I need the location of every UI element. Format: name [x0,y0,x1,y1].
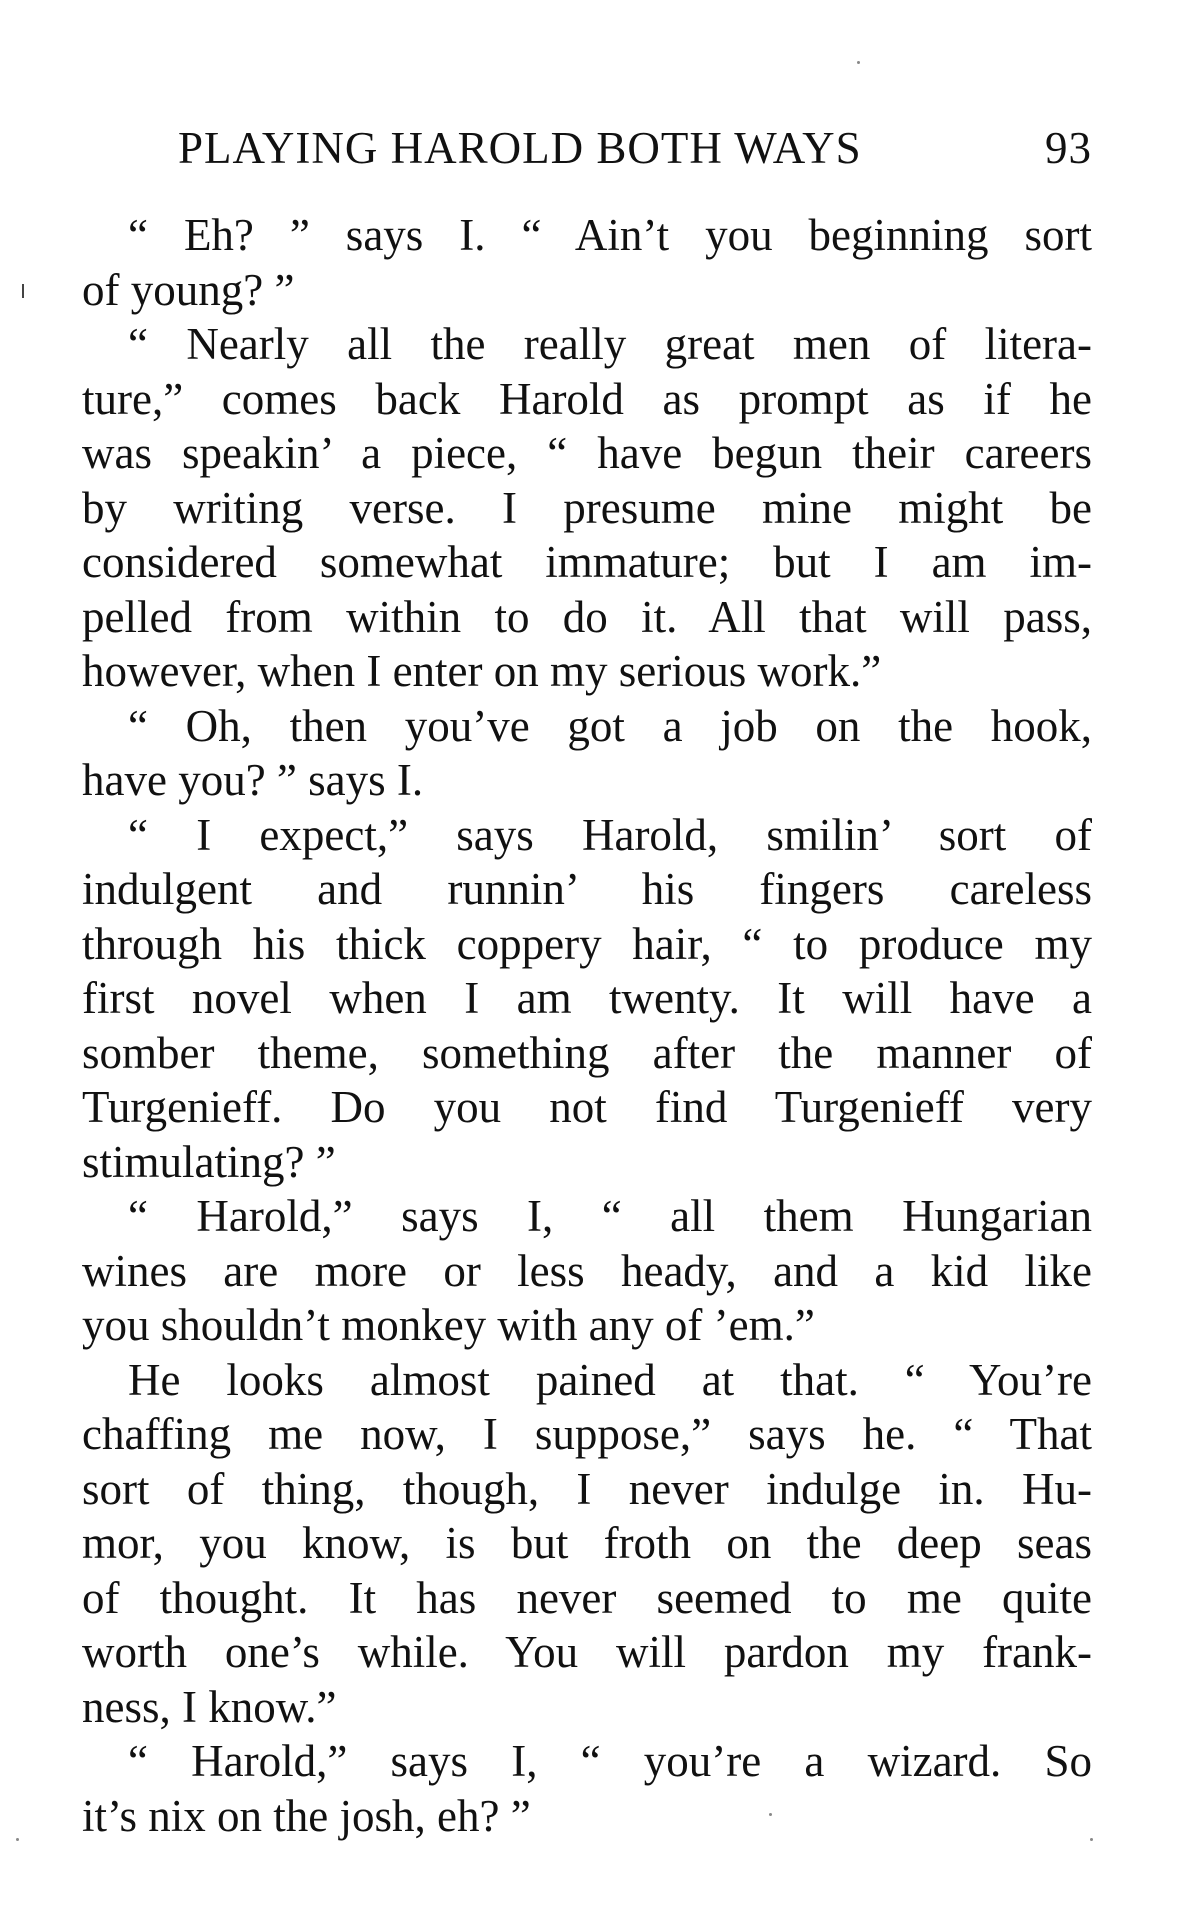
text-line: it’s nix on the josh, eh? ” [82,1790,531,1841]
paper-speck [1090,1838,1093,1841]
text-line: wines are more or less heady, and a kid like [82,1245,1092,1296]
text-line: “ Eh? ” says I. “ Ain’t you beginning sort [128,210,1092,260]
text-line: of thought. It has never seemed to me quite [82,1572,1092,1623]
margin-mark [22,284,24,298]
paper-speck [16,1838,19,1841]
running-head: PLAYING HAROLD BOTH WAYS [178,123,862,173]
text-line: stimulating? ” [82,1136,336,1187]
paragraph-4 [82,808,1092,1190]
body-text [82,208,1092,1843]
text-line: worth one’s while. You will pardon my frank- [82,1627,1092,1677]
text-line: of young? ” [82,264,295,315]
text-line: however, when I enter on my serious work.” [82,646,882,696]
text-line: chaffing me now, I suppose,” says he. “ That [82,1409,1092,1459]
text-line: He looks almost pained at that. “ You’re [128,1354,1092,1405]
text-line: Turgenieff. Do you not find Turgenieff very [82,1082,1092,1132]
text-line: somber theme, something after the manner of [82,1027,1092,1078]
text-line: ness, I know.” [82,1681,337,1732]
text-line: by writing verse. I presume mine might be [82,482,1092,533]
text-line: “ Harold,” says I, “ all them Hungarian [128,1191,1092,1241]
text-line: “ Oh, then you’ve got a job on the hook, [128,700,1092,751]
paragraph-5 [82,1189,1092,1353]
paragraph-3 [82,699,1092,808]
text-line: first novel when I am twenty. It will have a [82,973,1092,1023]
paragraph-2 [82,317,1092,699]
text-line: you shouldn’t monkey with any of ’em.” [82,1300,815,1350]
text-line: have you? ” says I. [82,755,424,805]
text-line: pelled from within to do it. All that will pass, [82,591,1092,642]
paragraph-7 [82,1734,1092,1843]
text-line: through his thick coppery hair, “ to produce my [82,918,1092,969]
text-line: sort of thing, though, I never indulge in. Hu- [82,1463,1092,1514]
paragraph-1 [82,208,1092,317]
paper-speck [857,61,860,64]
text-line: mor, you know, is but froth on the deep seas [82,1518,1092,1568]
text-line: considered somewhat immature; but I am im- [82,537,1092,587]
text-line: “ I expect,” says Harold, smilin’ sort of [128,809,1092,860]
paragraph-6 [82,1353,1092,1735]
page-header [178,122,1092,182]
paper-speck [769,1813,772,1816]
text-line: was speakin’ a piece, “ have begun their careers [82,428,1092,478]
text-line: ture,” comes back Harold as prompt as if he [82,373,1092,424]
page-number: 93 [1045,123,1092,173]
text-line: “ Harold,” says I, “ you’re a wizard. So [128,1736,1092,1786]
text-line: indulgent and runnin’ his fingers careless [82,864,1092,914]
text-line: “ Nearly all the really great men of litera- [128,319,1092,369]
